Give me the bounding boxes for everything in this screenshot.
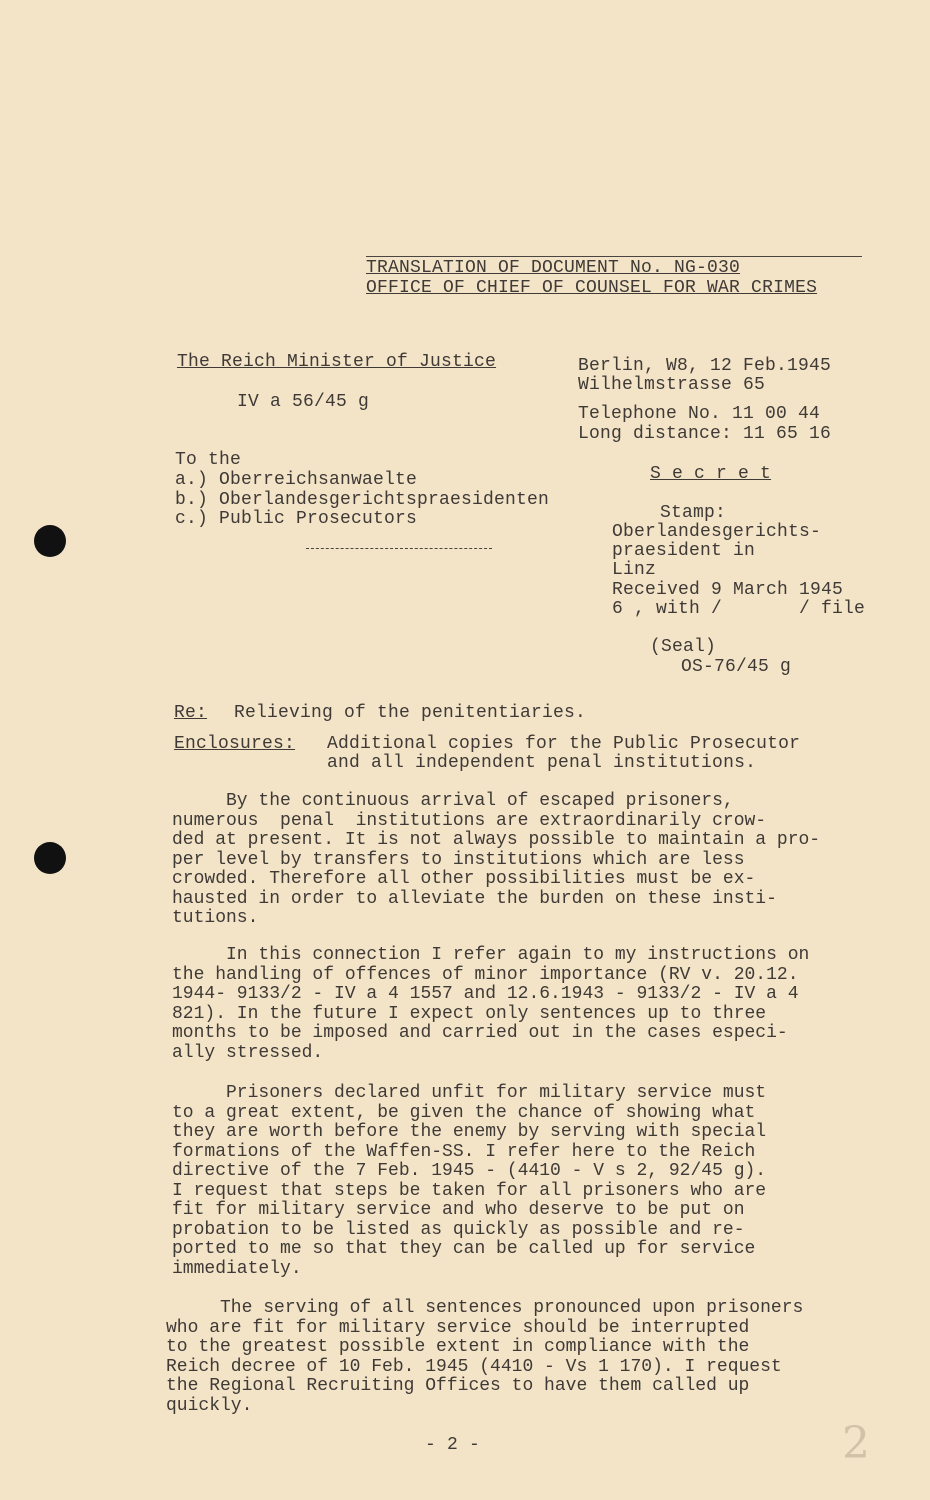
page-number: - 2 -: [425, 1435, 481, 1455]
seal-label: (Seal): [650, 637, 717, 657]
enclosures-line: Additional copies for the Public Prosecutor: [327, 734, 801, 754]
recipient-item: a.) Oberreichsanwaelte: [175, 470, 418, 490]
address-line-street: Wilhelmstrasse 65: [578, 375, 766, 395]
header-office-line: OFFICE OF CHIEF OF COUNSEL FOR WAR CRIMES: [366, 278, 818, 298]
body-paragraph-1: By the continuous arrival of escaped prisoners, numerous penal institutions are extraordinarily crow- ded at present. It is not always possible to maintain a pro- per level by transfers to institutions which are less crowded. Therefore all other possibilities must be ex- hausted in order to alleviate the burden on these insti- tutions.: [172, 791, 821, 928]
sender-reference: IV a 56/45 g: [237, 392, 370, 412]
stamp-line: Linz: [612, 560, 657, 580]
address-line-date: Berlin, W8, 12 Feb.1945: [578, 356, 832, 376]
stamp-label: Stamp:: [660, 503, 727, 523]
stamp-line: praesident in: [612, 541, 756, 561]
body-paragraph-2: In this connection I refer again to my instructions on the handling of offences of minor importance (RV v. 20.12. 1944- 9133/2 - IV a 4 1557 and 12.6.1943 - 9133/2 - IV a 4 821). In the future I expect only sentences up to three months to be imposed and carried out in the cases especi- ally stressed.: [172, 945, 810, 1063]
header-translation-line: TRANSLATION OF DOCUMENT No. NG-030: [366, 258, 741, 278]
re-label: Re:: [174, 703, 208, 723]
classification-secret: S e c r e t: [650, 464, 772, 484]
address-line-long-distance: Long distance: 11 65 16: [578, 424, 832, 444]
punch-hole-top: [34, 525, 66, 557]
stamp-line: 6 , with / / file: [612, 599, 866, 619]
header-top-rule: [366, 256, 862, 257]
address-line-telephone: Telephone No. 11 00 44: [578, 404, 821, 424]
pencil-page-mark: 2: [842, 1418, 870, 1469]
enclosures-label: Enclosures:: [174, 734, 296, 754]
body-paragraph-3: Prisoners declared unfit for military service must to a great extent, be given the chance of showing what they are worth before the enemy by serving with special formations of the Waffen-SS. I refer here to the Reich directive of the 7 Feb. 1945 - (4410 - V s 2, 92/45 g). I request that steps be taken for all prisoners who are fit for military service and who deserve to be put on probation to be listed as quickly as possible and re- ported to me so that they can be called up for service immediately.: [172, 1083, 767, 1279]
body-paragraph-4: The serving of all sentences pronounced upon prisoners who are fit for military service should be interrupted to the greatest possible extent in compliance with the Reich decree of 10 Feb. 1945 (4410 - Vs 1 170). I request the Regional Recruiting Offices to have them called up quickly.: [166, 1298, 804, 1416]
sender-title: The Reich Minister of Justice: [177, 352, 497, 372]
enclosures-line: and all independent penal institutions.: [327, 753, 757, 773]
seal-number: OS-76/45 g: [681, 657, 792, 677]
stamp-line: Received 9 March 1945: [612, 580, 844, 600]
recipients-intro: To the: [175, 450, 242, 470]
punch-hole-middle: [34, 842, 66, 874]
re-subject: Relieving of the penitentiaries.: [234, 703, 587, 723]
stamp-line: Oberlandesgerichts-: [612, 522, 822, 542]
recipient-item: b.) Oberlandesgerichtspraesidenten: [175, 490, 550, 510]
recipients-separator: [306, 548, 492, 549]
recipient-item: c.) Public Prosecutors: [175, 509, 418, 529]
